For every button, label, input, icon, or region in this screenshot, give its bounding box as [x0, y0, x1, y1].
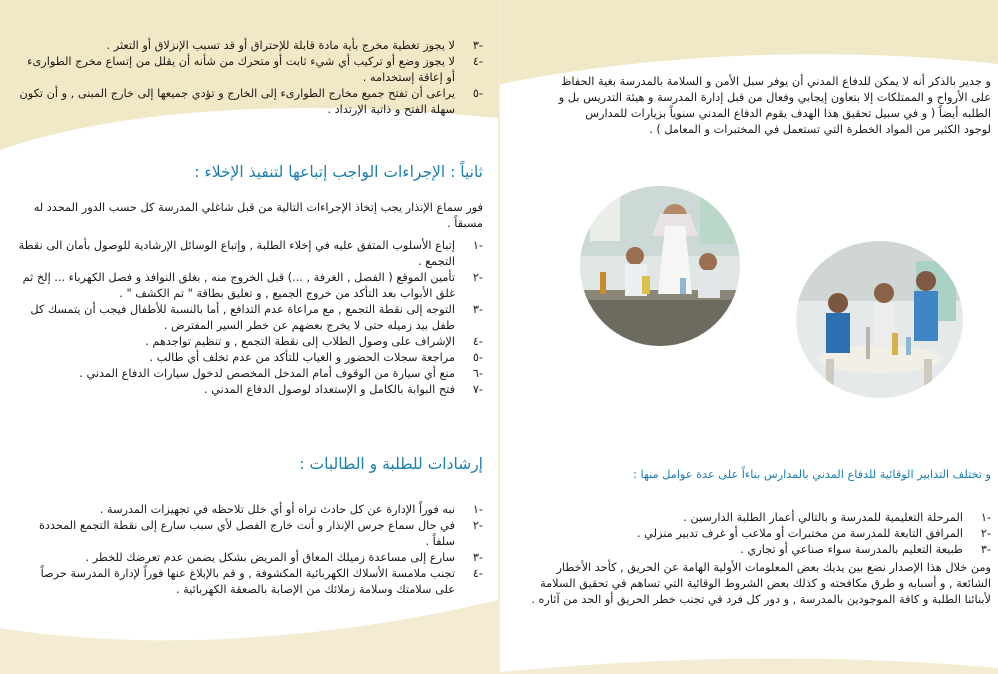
lab-photo-teacher	[580, 186, 740, 346]
list-item: -٥ يراعى أن تفتح جميع مخارج الطوارىء إلى الخارج و تؤدي جميعها إلى خارج المبنى , و أن تكون سهلة الفتح و ذاتية الإرتداد .	[19, 87, 483, 116]
list-item: -٧ فتح البوابة بالكامل و الإستعداد لوصول الدفاع المدني .	[204, 383, 483, 396]
list-item: -٤ تجنب ملامسة الأسلاك الكهربائية المكشوفة , و قم بالإبلاغ عنها فوراً لإدارة المدرسة حرصاً على سلامتك وسلامة زملائك من الإصابة بالصعقة الكهربائية .	[40, 567, 483, 596]
list-item: -٤ الإشراف على وصول الطلاب إلى نقطة التجمع , و تنظيم تواجدهم .	[145, 335, 483, 348]
exit-rules-list	[18, 38, 483, 118]
list-item: -١ المرحلة التعليمية للمدرسة و بالتالي أعمار الطلبة الدارسين .	[683, 511, 991, 524]
list-item: -٣ التوجه إلى نقطة التجمع , مع مراعاة عدم التدافع , أما بالنسبة للأطفال فيجب أن يتمسك كل طفل بيد زميله حتى لا يخرج بعضهم عن خطر السير المفترض .	[30, 303, 483, 332]
list-item: -٢ المرافق التابعة للمدرسة من مختبرات أو ملاعب أو غرف تدبير منزلي .	[637, 527, 991, 540]
lab-photo-students	[796, 241, 963, 398]
evacuation-procedures	[18, 200, 483, 398]
student-guidelines	[18, 502, 483, 598]
intro-paragraph: و جدير بالذكر أنه لا يمكن للدفاع المدني أن يوفر سبل الأمن و السلامة بالمدرسة بغية الحفاظ على الأرواح و الممتلكات إلا بتعاون إيجابي وفعال من قبل إدارة المدرسة و هيئة التدريس بل و الطلبه أيضاً ( و في سبيل تحقيق هذا الهدف يقوم الدفاع المدني سنوياً بزيارات للمدارس لوجود الكثير من المواد الخطرة التي تستعمل في المختبرات و المعامل ) .	[558, 75, 991, 136]
list-item: -١ نبه فوراً الإدارة عن كل حادث تراه أو أي خلل تلاحظه في تجهيزات المدرسة .	[99, 503, 483, 516]
list-item: -٣ طبيعة التعليم بالمدرسة سواء صناعي أو تجاري .	[740, 543, 991, 556]
list-item: -٢ تأمين الموقع ( الفصل , الغرفة , ...) قبل الخروج منه , بغلق النوافذ و فصل الكهرباء ... إلخ ثم غلق الأبواب بعد التأكد من خروج الجميع , و تعليق بطاقة " تم الكشف " .	[22, 271, 483, 300]
list-item: -٦ منع أي سيارة من الوقوف أمام المدخل المخصص لدخول سيارات الدفاع المدني .	[79, 367, 483, 380]
list-item: -١ إتباع الأسلوب المتفق عليه في إخلاء الطلبة , وإتباع الوسائل الإرشادية للوصول بأمان الى نقطة التجمع .	[18, 239, 483, 268]
photo-lab-students-image	[796, 241, 963, 398]
list-item: -٥ مراجعة سجلات الحضور و الغياب للتأكد من عدم تخلف أي طالب .	[149, 351, 483, 364]
list-item: -٤ لا يجوز وضع أو تركيب أي شيء ثابت أو متحرك من شأنه أن يقلل من إتساع مخرج الطوارىء أو إعاقة إستخدامه .	[27, 55, 483, 84]
student-guidelines-heading: إرشادات للطلبة و الطالبات :	[299, 455, 483, 473]
list-item: -٣ لا يجوز تغطية مخرج بأية مادة قابلة للإحتراق أو قد تسبب الإنزلاق أو التعثر .	[106, 39, 483, 52]
list-item: -٣ سارع إلى مساعدة زميلك المعاق أو المريض بشكل يضمن عدم تعرضك للخطر .	[85, 551, 483, 564]
right-panel	[503, 0, 998, 674]
evacuation-procedures-heading: ثانياً : الإجراءات الواجب إتباعها لتنفيذ الإخلاء :	[194, 163, 483, 181]
factors-list	[523, 510, 991, 558]
list-item: -٢ في حال سماع جرس الإنذار و أنت خارج الفصل لأي سبب سارع إلى نقطة التجمع المحددة سلفاً .	[38, 519, 483, 548]
factors-subheading: و تختلف التدابير الوقائية للدفاع المدني بالمدارس بناءاً على عدة عوامل منها :	[633, 468, 991, 481]
photo-lab-teacher-image	[580, 186, 740, 346]
left-panel	[0, 0, 498, 674]
closing-paragraph: ومن خلال هذا الإصدار نضع بين يديك بعض المعلومات الأولية الهامة عن الحريق , كأحد الأخطار الشائعة , و أسبابه و طرق مكافحته و كذلك بعض الشروط الوقائية التي تساهم في تحقيق السلامة لأبنائنا الطلبة و كافة الموجودين بالمدرسة , و دور كل فرد في تجنب خطر الحريق أو الحد من آثاره .	[531, 561, 991, 606]
evacuation-intro: فور سماع الإنذار يجب إتخاذ الإجراءات التالية من قبل شاغلي المدرسة كل حسب الدور المحدد له مسبقاً .	[33, 201, 483, 230]
